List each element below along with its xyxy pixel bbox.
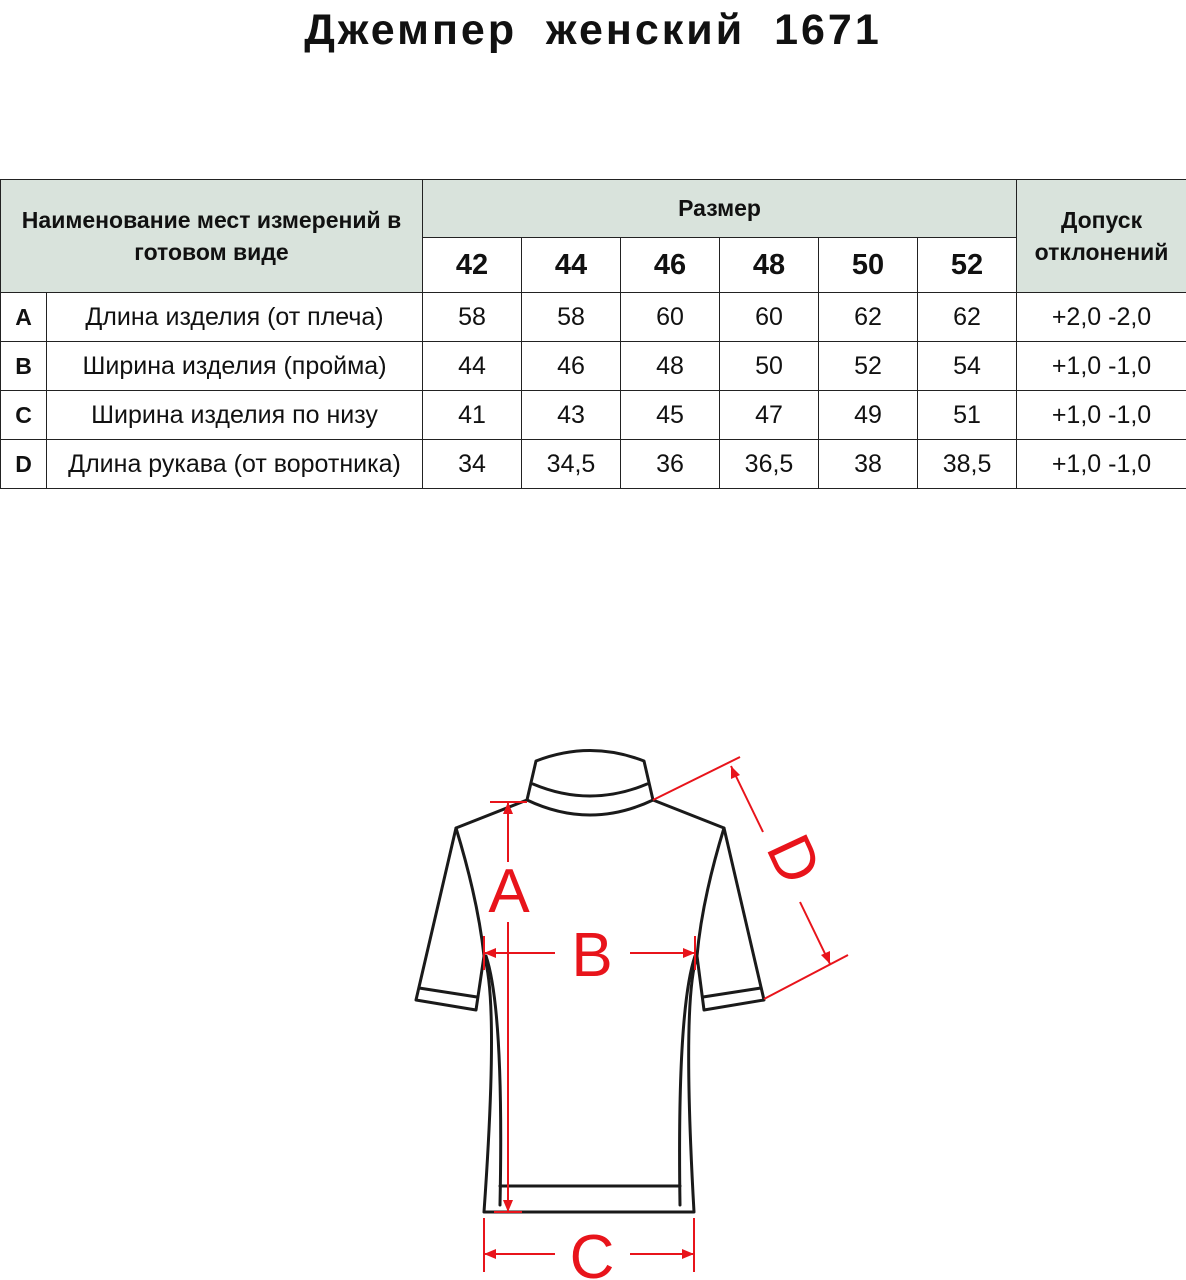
tolerance-value: +1,0 -1,0 (1017, 440, 1186, 489)
dimension-a-label: A (488, 857, 530, 926)
measurement-name: Ширина изделия по низу (47, 391, 423, 440)
measurement-value: 47 (720, 391, 819, 440)
measurement-value: 58 (522, 293, 621, 342)
body-outline (416, 800, 764, 1212)
measurement-value: 44 (423, 342, 522, 391)
row-letter: C (1, 391, 47, 440)
size-column-header: 42 (423, 238, 522, 293)
tolerance-value: +1,0 -1,0 (1017, 391, 1186, 440)
measurement-value: 58 (423, 293, 522, 342)
measurement-value: 62 (819, 293, 918, 342)
measurement-value: 34 (423, 440, 522, 489)
measurement-value: 38,5 (918, 440, 1017, 489)
measurement-name: Длина изделия (от плеча) (47, 293, 423, 342)
measurement-value: 45 (621, 391, 720, 440)
dimension-d-tick-bottom (764, 955, 848, 999)
row-letter: A (1, 293, 47, 342)
left-armhole-seam (456, 828, 484, 956)
row-letter: D (1, 440, 47, 489)
tolerance-header: Допуск отклонений (1017, 180, 1186, 293)
dimension-b-arrow-right (683, 948, 695, 958)
dimension-c-arrow-left (484, 1249, 496, 1259)
size-column-header: 50 (819, 238, 918, 293)
measurement-name-header: Наименование мест измерений в готовом виде (1, 180, 423, 293)
right-armhole-seam (697, 828, 724, 956)
measurement-name: Ширина изделия (пройма) (47, 342, 423, 391)
size-column-header: 44 (522, 238, 621, 293)
dimension-d-tick-top (653, 757, 740, 800)
measurement-value: 54 (918, 342, 1017, 391)
size-column-header: 46 (621, 238, 720, 293)
dimension-b-label: B (571, 921, 613, 990)
measurement-value: 34,5 (522, 440, 621, 489)
measurement-value: 46 (522, 342, 621, 391)
dimension-d-label: D (752, 824, 835, 895)
measurement-value: 60 (720, 293, 819, 342)
size-column-header: 52 (918, 238, 1017, 293)
dimension-a-arrow-bottom (503, 1200, 513, 1212)
measurement-value: 62 (918, 293, 1017, 342)
measurement-value: 52 (819, 342, 918, 391)
right-cuff-line (703, 988, 761, 997)
measurement-value: 38 (819, 440, 918, 489)
measurement-value: 36 (621, 440, 720, 489)
measurement-value: 60 (621, 293, 720, 342)
dimension-c-arrow-right (682, 1249, 694, 1259)
left-cuff-line (419, 988, 477, 997)
collar-outline (527, 751, 653, 816)
measurement-value: 36,5 (720, 440, 819, 489)
measurement-value: 50 (720, 342, 819, 391)
measurement-value: 48 (621, 342, 720, 391)
collar-fold-line (533, 784, 647, 796)
tolerance-value: +2,0 -2,0 (1017, 293, 1186, 342)
measurement-value: 51 (918, 391, 1017, 440)
measurement-value: 43 (522, 391, 621, 440)
size-column-header: 48 (720, 238, 819, 293)
measurement-name: Длина рукава (от воротника) (47, 440, 423, 489)
measurement-value: 41 (423, 391, 522, 440)
row-letter: B (1, 342, 47, 391)
dimension-c-label: C (569, 1223, 615, 1280)
tolerance-value: +1,0 -1,0 (1017, 342, 1186, 391)
measurement-value: 49 (819, 391, 918, 440)
size-header: Размер (423, 180, 1017, 238)
page-title: Джемпер женский 1671 (304, 6, 882, 54)
